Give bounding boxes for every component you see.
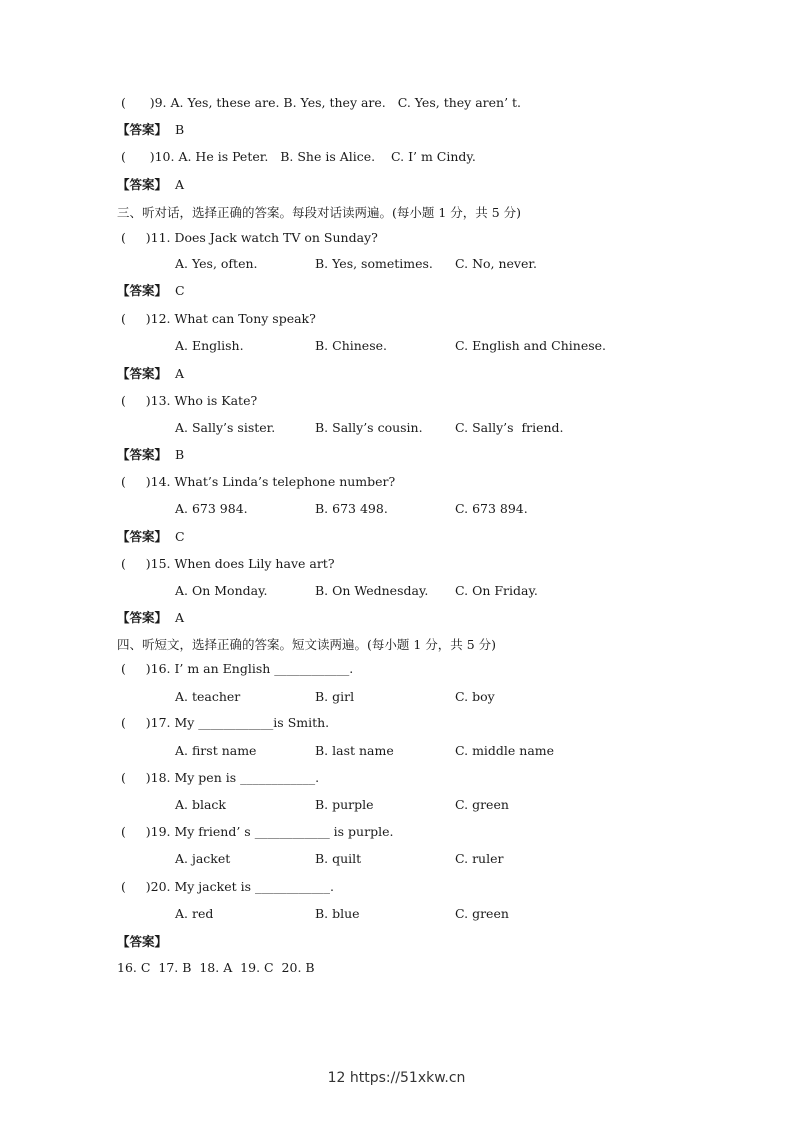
option-a: A. English. <box>175 338 244 353</box>
option-a: A. 673 984. <box>175 501 248 516</box>
answer-label: 【答案】 <box>117 177 168 192</box>
answer-label: 【答案】 <box>117 610 168 625</box>
option-a: A. On Monday. <box>175 583 268 598</box>
question-text: ( )9. A. Yes, these are. B. Yes, they are. C. Yes, they aren’ t. <box>121 95 522 110</box>
option-b: B. quilt <box>315 851 362 866</box>
option-c: C. Sally’s friend. <box>455 420 564 435</box>
option-c: C. green <box>455 906 509 921</box>
option-c: C. middle name <box>455 743 555 758</box>
option-b: B. blue <box>315 906 360 921</box>
option-a: A. Sally’s sister. <box>175 420 276 435</box>
option-b: B. On Wednesday. <box>315 583 429 598</box>
answer-value: A <box>175 610 185 625</box>
option-c: C. 673 894. <box>455 501 528 516</box>
option-b: B. 673 498. <box>315 501 388 516</box>
option-a: A. jacket <box>175 851 231 866</box>
option-b: B. Chinese. <box>315 338 387 353</box>
question-text: ( )16. I’ m an English ____________. <box>121 661 354 676</box>
answer-value: A <box>175 366 185 381</box>
page-footer <box>0 1070 793 1086</box>
answer-label: 【答案】 <box>117 283 168 298</box>
question-text: ( )19. My friend’ s ____________ is purple. <box>121 824 394 839</box>
question-text: ( )11. Does Jack watch TV on Sunday? <box>121 230 378 245</box>
option-a: A. red <box>175 906 214 921</box>
option-c: C. boy <box>455 689 495 704</box>
answer-value: B <box>175 447 185 462</box>
answer-label: 【答案】 <box>117 529 168 544</box>
question-text: ( )14. What’s Linda’s telephone number? <box>121 474 396 489</box>
answer-value: C <box>175 283 185 298</box>
footer-url[interactable]: https://51xkw.cn <box>349 1070 466 1086</box>
option-a: A. black <box>175 797 227 812</box>
answer-key-text: 16. C 17. B 18. A 19. C 20. B <box>117 960 315 975</box>
question-text: ( )10. A. He is Peter. B. She is Alice. C. I’ m Cindy. <box>121 149 476 164</box>
option-c: C. green <box>455 797 509 812</box>
question-text: ( )18. My pen is ____________. <box>121 770 320 785</box>
question-text: ( )15. When does Lily have art? <box>121 556 335 571</box>
option-b: B. Yes, sometimes. <box>315 256 433 271</box>
option-c: C. ruler <box>455 851 504 866</box>
answer-value: A <box>175 177 185 192</box>
answer-value: B <box>175 122 185 137</box>
option-a: A. Yes, often. <box>175 256 258 271</box>
option-b: B. last name <box>315 743 394 758</box>
option-b: B. girl <box>315 689 355 704</box>
question-text: ( )17. My ____________is Smith. <box>121 715 330 730</box>
question-text: ( )12. What can Tony speak? <box>121 311 316 326</box>
option-a: A. first name <box>175 743 257 758</box>
option-a: A. teacher <box>175 689 241 704</box>
option-c: C. English and Chinese. <box>455 338 607 353</box>
question-text: ( )20. My jacket is ____________. <box>121 879 334 894</box>
option-c: C. No, never. <box>455 256 537 271</box>
answer-label: 【答案】 <box>117 934 168 949</box>
section-heading-text: 四、听短文，选择正确的答案。短文读两遍。(每小题 1 分，共 5 分) <box>117 637 497 652</box>
option-b: B. Sally’s cousin. <box>315 420 423 435</box>
answer-label: 【答案】 <box>117 366 168 381</box>
question-text: ( )13. Who is Kate? <box>121 393 258 408</box>
answer-label: 【答案】 <box>117 122 168 137</box>
option-b: B. purple <box>315 797 374 812</box>
section-heading-text: 三、听对话，选择正确的答案。每段对话读两遍。(每小题 1 分，共 5 分) <box>117 205 522 220</box>
option-c: C. On Friday. <box>455 583 538 598</box>
answer-value: C <box>175 529 185 544</box>
page-number: 12 <box>327 1070 346 1086</box>
answer-label: 【答案】 <box>117 447 168 462</box>
